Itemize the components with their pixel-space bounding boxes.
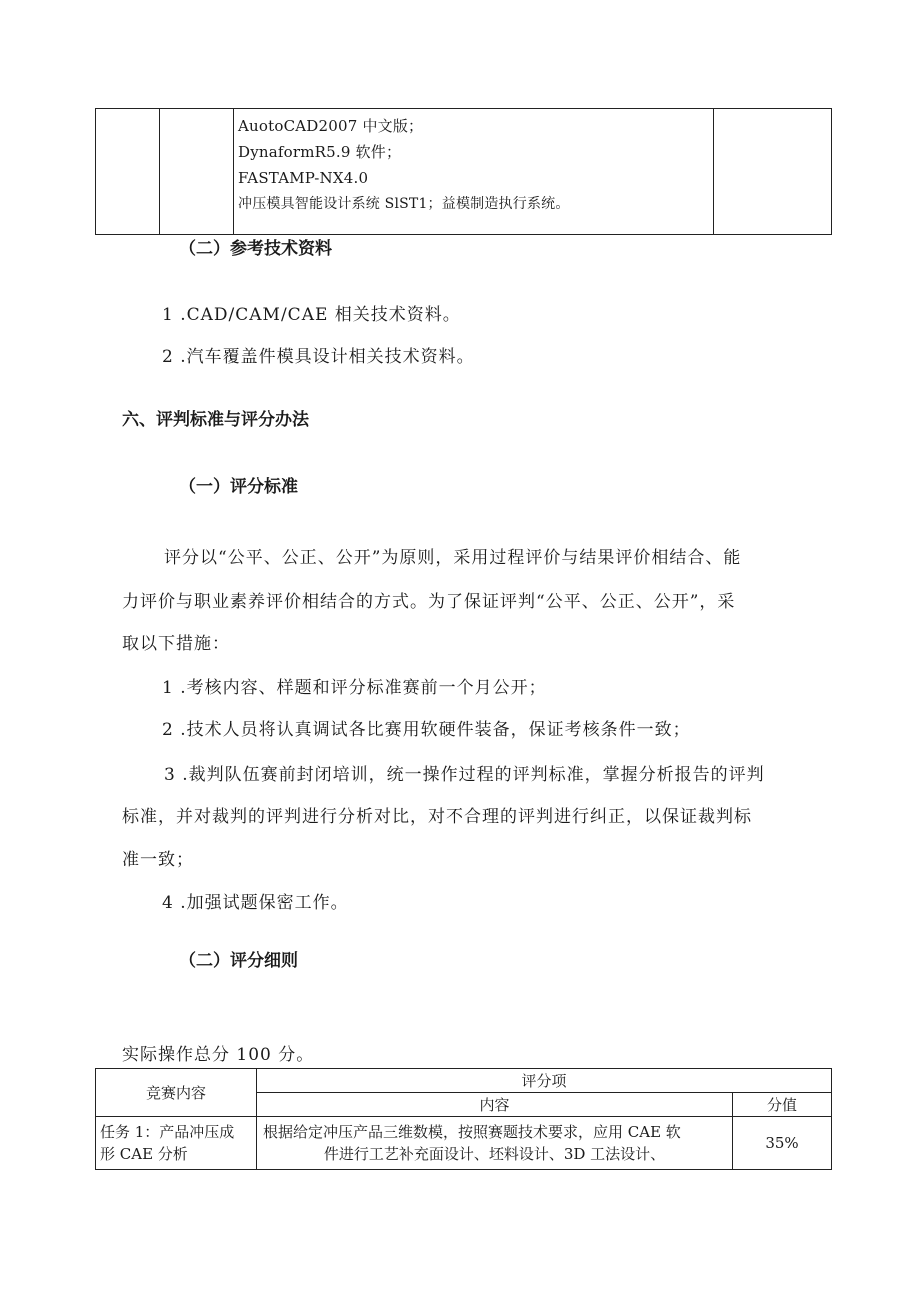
criteria-paragraph-line: 评分以“公平、公正、公开”为原则，采用过程评价与结果评价相结合、能 [164,548,742,568]
software-table [95,108,832,235]
software-line: FASTAMP-NX4.0 [238,169,369,187]
criteria-paragraph-line: 力评价与职业素养评价相结合的方式。为了保证评判“公平、公正、公开”，采 [122,592,736,612]
measure-item: 2 .技术人员将认真调试各比赛用软硬件装备，保证考核条件一致； [162,720,691,740]
measure-item: 4 .加强试题保密工作。 [162,893,349,913]
header-contest: 竞赛内容 [96,1069,257,1117]
software-line: DynaformR5.9 软件； [238,143,402,161]
reference-item: 1 .CAD/CAM/CAE 相关技术资料。 [162,305,461,325]
software-list-cell [234,109,714,235]
table-cell-empty [96,109,160,235]
content-line: 根据给定冲压产品三维数模，按照赛题技术要求，应用 CAE 软 [263,1123,681,1141]
table-cell-empty [714,109,832,235]
header-content: 内容 [257,1093,733,1117]
subsection-heading-criteria: （一）评分标准 [179,477,298,497]
table-cell-empty [160,109,234,235]
scoring-table [95,1068,832,1170]
task-line: 任务 1：产品冲压成 [100,1123,235,1141]
section-heading-reference: （二）参考技术资料 [179,239,332,259]
table-row [96,1117,832,1170]
total-score-text: 实际操作总分 100 分。 [122,1045,315,1065]
header-items: 评分项 [257,1069,832,1093]
section-heading-six: 六、评判标准与评分办法 [122,410,309,430]
measure-item-continued: 准一致； [122,850,194,870]
reference-item: 2 .汽车覆盖件模具设计相关技术资料。 [162,347,475,367]
content-cell [257,1117,733,1170]
header-score: 分值 [733,1093,832,1117]
content-line: 件进行工艺补充面设计、坯料设计、3D 工法设计、 [323,1145,666,1163]
software-line: AuotoCAD2007 中文版； [238,117,424,135]
criteria-paragraph-line: 取以下措施： [122,634,230,654]
task-cell [96,1117,257,1170]
software-line: 冲压模具智能设计系统 SlST1；益模制造执行系统。 [238,196,570,212]
task-line: 形 CAE 分析 [100,1145,188,1163]
score-cell: 35% [733,1117,832,1170]
measure-item: 3 .裁判队伍赛前封闭培训，统一操作过程的评判标准，掌握分析报告的评判 [164,765,765,785]
measure-item: 1 .考核内容、样题和评分标准赛前一个月公开； [162,678,547,698]
measure-item-continued: 标准，并对裁判的评判进行分析对比，对不合理的评判进行纠正，以保证裁判标 [122,807,752,827]
subsection-heading-details: （二）评分细则 [179,951,298,971]
